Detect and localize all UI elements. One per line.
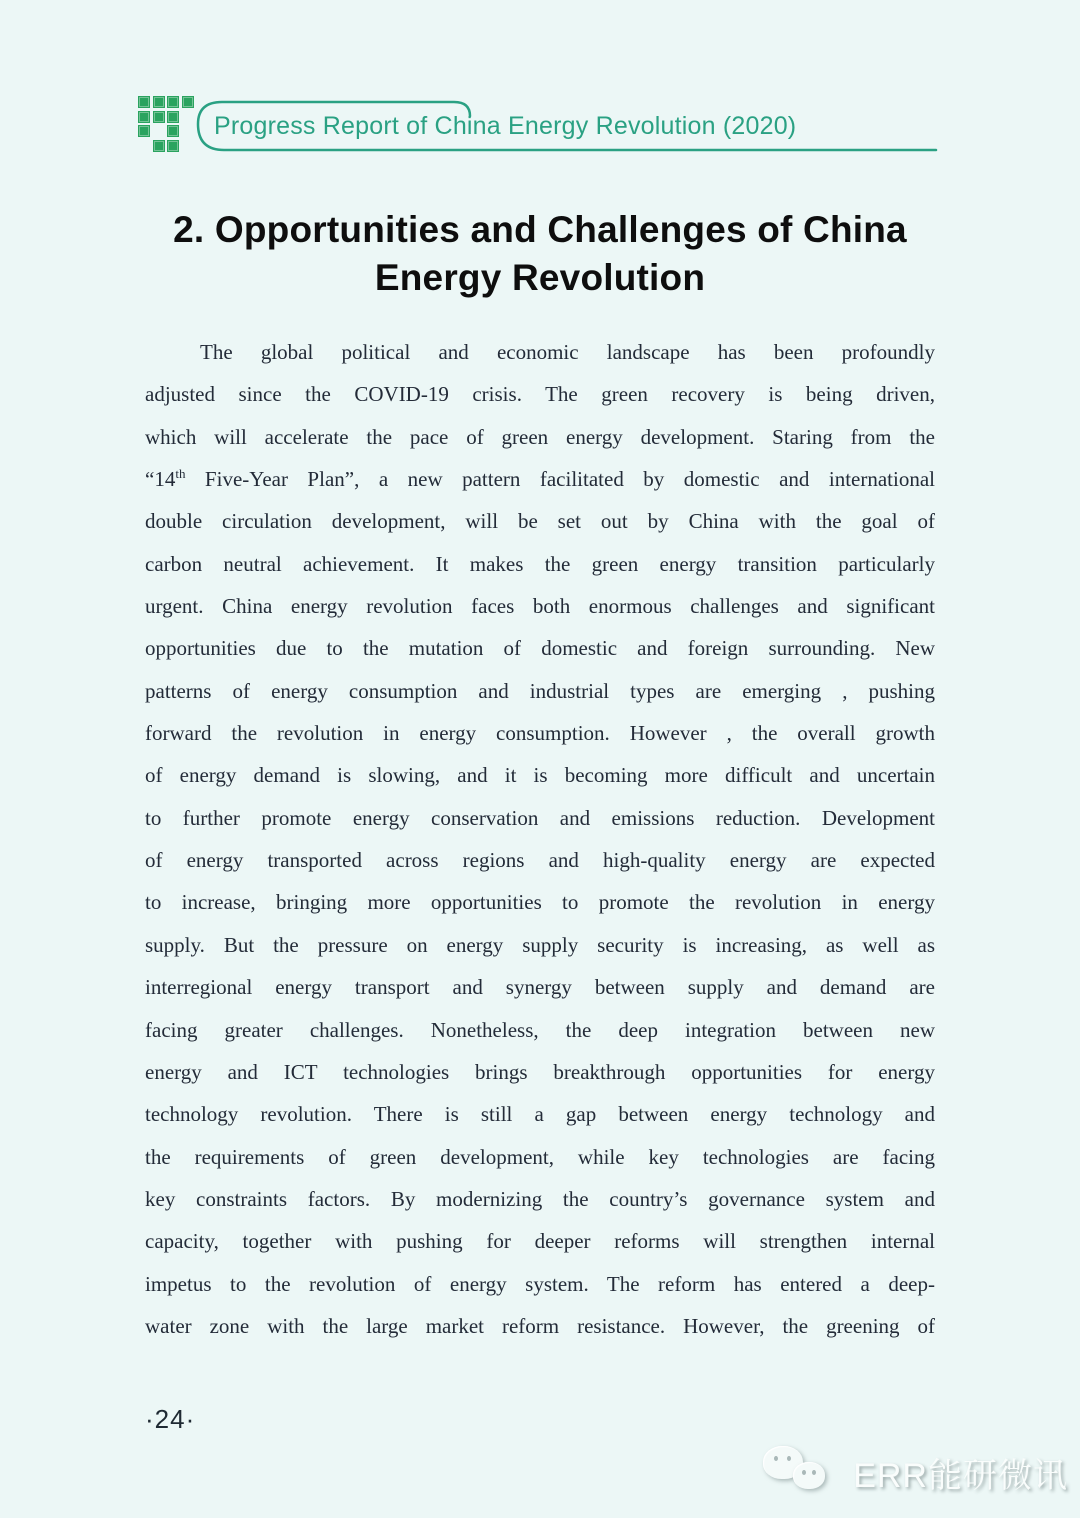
logo-cell (138, 140, 150, 152)
section-title-line1: 2. Opportunities and Challenges of China (173, 209, 907, 250)
body-line: “14th Five-Year Plan”, a new pattern facilitated by domestic and international (145, 466, 935, 492)
body-line: to increase, bringing more opportunities to promote the revolution in energy (145, 890, 935, 915)
body-line: carbon neutral achievement. It makes the green energy transition particularly (145, 551, 935, 576)
body-paragraph (145, 331, 935, 1347)
watermark-label: ERR能研微讯 (853, 1456, 1068, 1495)
body-line: forward the revolution in energy consumption. However , the overall growth (145, 721, 935, 746)
header-brand-text: Progress Report of China Energy Revolution (2020) (214, 112, 797, 140)
body-line: capacity, together with pushing for deeper reforms will strengthen internal (145, 1229, 935, 1254)
logo-cell (167, 96, 179, 108)
body-line: opportunities due to the mutation of domestic and foreign surrounding. New (145, 636, 935, 661)
logo-cell (153, 140, 165, 152)
body-line: urgent. China energy revolution faces both enormous challenges and significant (145, 594, 935, 619)
body-line: adjusted since the COVID-19 crisis. The green recovery is being driven, (145, 382, 935, 407)
body-line: double circulation development, will be set out by China with the goal of (145, 509, 935, 534)
logo-cell (138, 111, 150, 123)
section-title-line2: Energy Revolution (374, 257, 706, 298)
body-line: which will accelerate the pace of green energy development. Staring from the (145, 424, 935, 449)
body-line: of energy transported across regions and high-quality energy are expected (145, 848, 935, 873)
logo-cell (138, 96, 150, 108)
speech-bubble-small-icon (793, 1462, 825, 1489)
body-line: technology revolution. There is still a gap between energy technology and (145, 1102, 935, 1127)
body-line: to further promote energy conservation and emissions reduction. Development (145, 805, 935, 830)
logo-cell (167, 111, 179, 123)
section-title (0, 206, 1080, 302)
body-line: interregional energy transport and synergy between supply and demand are (145, 975, 935, 1000)
body-line: The global political and economic landscape has been profoundly (200, 340, 935, 364)
body-line: patterns of energy consumption and industrial types are emerging , pushing (145, 678, 935, 703)
logo-cell (138, 125, 150, 137)
body-line: water zone with the large market reform resistance. However, the greening of (145, 1313, 935, 1338)
logo-cell (153, 96, 165, 108)
body-line: the requirements of green development, while key technologies are facing (145, 1144, 935, 1169)
logo-cell (153, 125, 165, 137)
brand-logo (138, 96, 194, 152)
logo-cell (153, 111, 165, 123)
page-number: ·24· (145, 1404, 196, 1434)
body-line: supply. But the pressure on energy supply security is increasing, as well as (145, 932, 935, 957)
logo-cell (167, 125, 179, 137)
body-line: energy and ICT technologies brings breakthrough opportunities for energy (145, 1059, 935, 1084)
watermark (763, 1444, 1068, 1500)
body-line: key constraints factors. By modernizing the country’s governance system and (145, 1186, 935, 1211)
body-line: impetus to the revolution of energy system. The reform has entered a deep- (145, 1271, 935, 1296)
wechat-bubbles-icon (763, 1444, 837, 1500)
body-line: facing greater challenges. Nonetheless, the deep integration between new (145, 1017, 935, 1042)
body-line: of energy demand is slowing, and it is becoming more difficult and uncertain (145, 763, 935, 788)
logo-cell (167, 140, 179, 152)
